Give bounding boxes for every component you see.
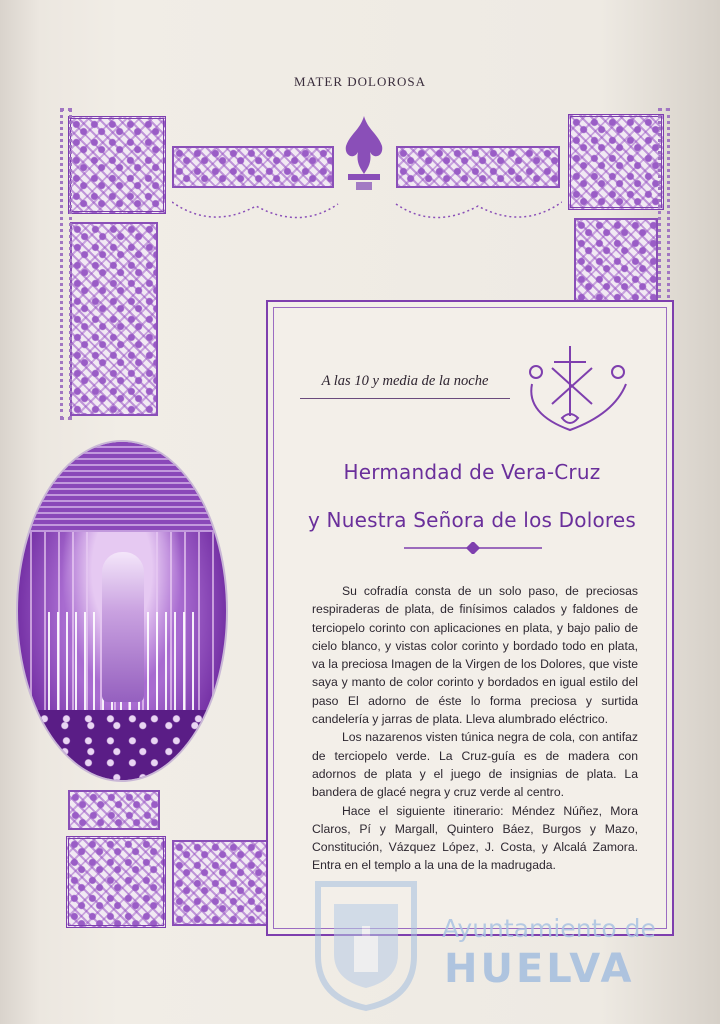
photo-paso-base (18, 710, 226, 780)
fleur-de-lis-icon (338, 112, 390, 192)
ornament-garland (172, 196, 562, 236)
watermark-line2: HUELVA (444, 946, 635, 992)
ornament-corner-top-right (568, 114, 664, 210)
procession-description (312, 582, 638, 875)
ornament-dotted-frame-left (60, 108, 72, 420)
ornament-pillar-left (70, 222, 158, 416)
ornament-frieze-top-right (396, 146, 560, 188)
ornament-frieze-bottom-left (68, 790, 160, 830)
brotherhood-dedication: y Nuestra Señora de los Dolores (307, 508, 637, 532)
procession-photograph (16, 440, 228, 782)
watermark-line1: Ayuntamiento de (442, 914, 656, 943)
paragraph-paso: Su cofradía consta de un solo paso, de preciosas respiraderas de plata, de finísimos calados y faldones de terciopelo corinto con aplicaciones en plata, y bajo palio de cielo blanco, y vistas color corinto y bordado todo en plata, va la preciosa Imagen de la Virgen de los Dolores, que viste saya y manto de color corinto y bordados en igual estilo del paso El adorno de éste lo forma preciosa y surtida candelería y jarras de plata. Lleva alumbrado eléctrico. (312, 584, 638, 727)
ornament-frieze-top-left (172, 146, 334, 188)
ornament-corner-bottom-left (66, 836, 166, 928)
running-title: MATER DOLOROSA (293, 74, 427, 89)
photo-virgin-figure (102, 552, 144, 702)
ornament-dotted-frame-right (658, 108, 670, 304)
brotherhood-name: Hermandad de Vera-Cruz (343, 460, 601, 484)
section-divider (404, 542, 542, 554)
ornament-frieze-bottom (172, 840, 268, 926)
paragraph-itinerary: Hace el siguiente itinerario: Méndez Núñez, Mora Claros, Pí y Margall, Quintero Báez, Burgos y Mazo, Constitución, Vázquez López, J. Costa, y Alcalá Zamora. Entra en el templo a la una de la madrugada. (312, 803, 638, 873)
paragraph-nazarenos: Los nazarenos visten túnica negra de cola, con antifaz de terciopelo verde. La Cruz-guía es de madera con adornos de plata y el juego de insignias de plata. La bandera de glacé negra y cruz verde al centro. (312, 730, 638, 800)
watermark-shield-icon (312, 876, 420, 1012)
procession-time: A las 10 y media de la noche (300, 373, 510, 399)
ornament-pillar-right (574, 218, 658, 302)
brotherhood-emblem-icon (522, 338, 634, 438)
photo-canopy (18, 442, 226, 532)
ornament-corner-top-left (68, 116, 166, 214)
